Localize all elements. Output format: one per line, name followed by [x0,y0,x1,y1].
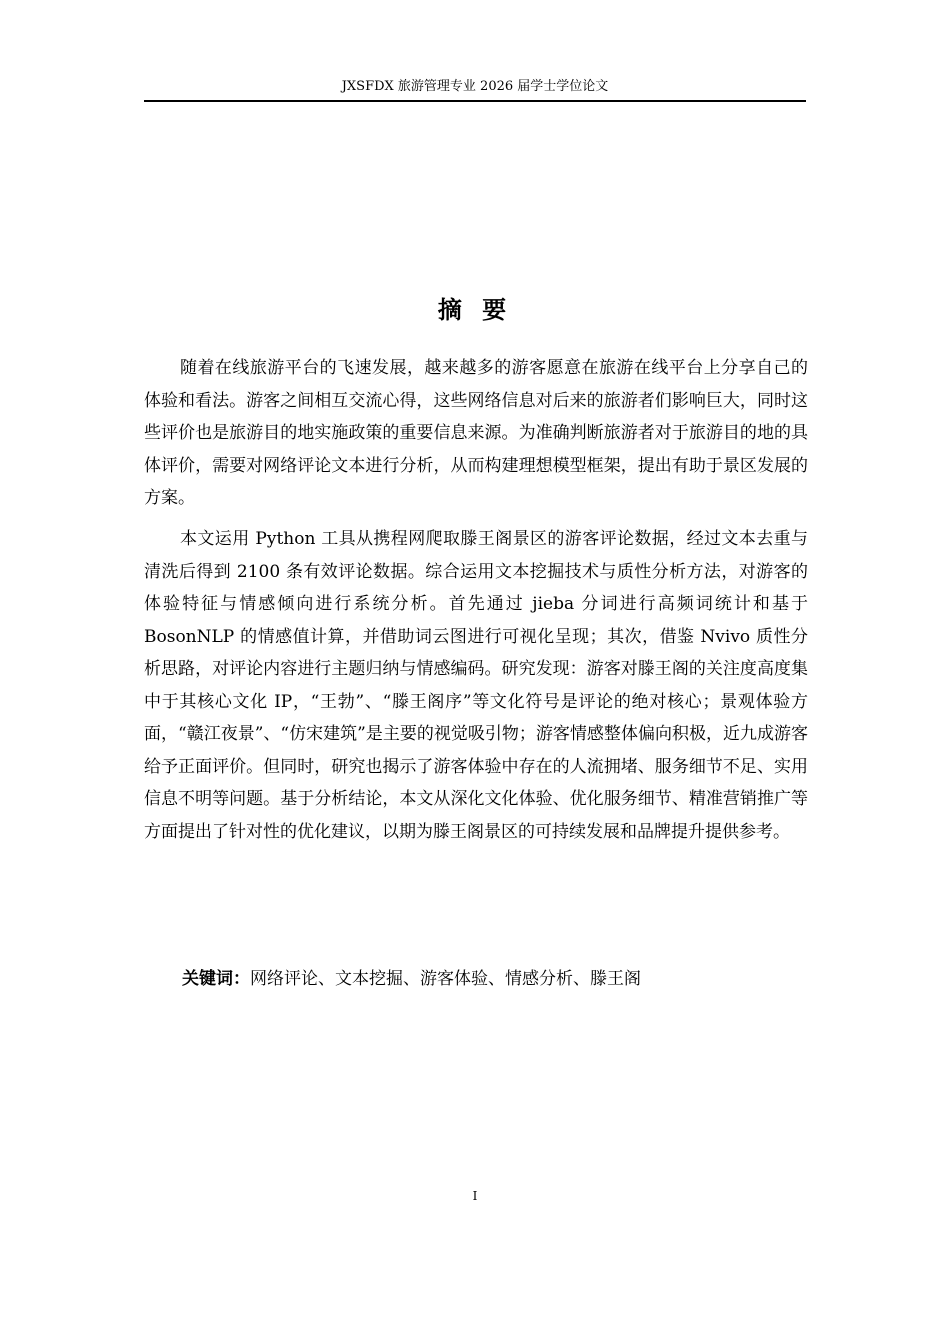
header-divider [144,100,806,102]
keywords-label: 关键词： [182,969,250,989]
running-header: JXSFDX 旅游管理专业 2026 届学士学位论文 [341,79,609,94]
keywords-value: 网络评论、文本挖掘、游客体验、情感分析、滕王阁 [250,969,641,989]
abstract-title: 摘 要 [437,296,513,324]
abstract-paragraph-1: 随着在线旅游平台的飞速发展，越来越多的游客愿意在旅游在线平台上分享自己的体验和看法。游客之间相互交流心得，这些网络信息对后来的旅游者们影响巨大，同时这些评价也是旅游目的地实施政策的重要信息来源。为准确判断旅游者对于旅游目的地的具体评价，需要对网络评论文本进行分析，从而构建理想模型框架，提出有助于景区发展的方案。 [144,358,808,508]
page-number: I [472,1189,478,1203]
abstract-paragraph-2: 本文运用 Python 工具从携程网爬取滕王阁景区的游客评论数据，经过文本去重与清洗后得到 2100 条有效评论数据。综合运用文本挖掘技术与质性分析方法，对游客的体验特征与情感倾向进行系统分析。首先通过 jieba 分词进行高频词统计和基于 BosonNLP 的情感值计算，并借助词云图进行可视化呈现；其次，借鉴 Nvivo 质性分析思路，对评论内容进行主题归纳与情感编码。研究发现：游客对滕王阁的关注度高度集中于其核心文化 IP，“王勃”、“滕王阁序”等文化符号是评论的绝对核心；景观体验方面，“赣江夜景”、“仿宋建筑”是主要的视觉吸引物；游客情感整体偏向积极，近九成游客给予正面评价。但同时，研究也揭示了游客体验中存在的人流拥堵、服务细节不足、实用信息不明等问题。基于分析结论，本文从深化文化体验、优化服务细节、精准营销推广等方面提出了针对性的优化建议，以期为滕王阁景区的可持续发展和品牌提升提供参考。 [144,529,808,842]
keywords-line [182,965,641,993]
